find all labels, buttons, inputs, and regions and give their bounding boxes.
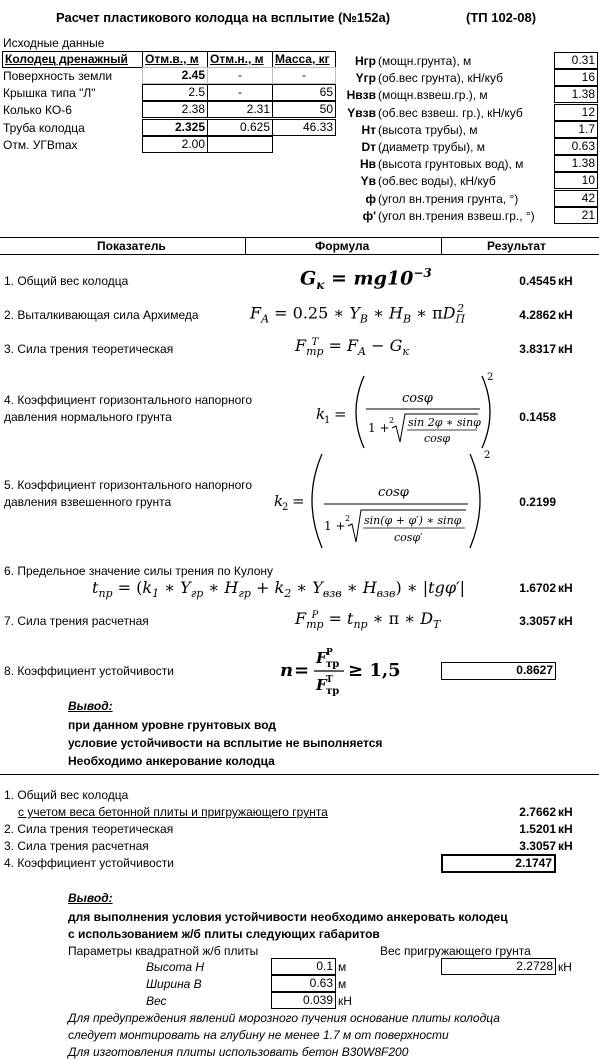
- formula-friction-theoretical: $F_{тр}^Т = F_A - G_к$: [295, 336, 409, 359]
- table-header-formula: Формула: [315, 239, 370, 253]
- param-description: (мощн.взвеш.гр.), м: [378, 88, 488, 103]
- svg-text:тр: тр: [326, 659, 340, 670]
- row-top: 2.5: [142, 84, 208, 101]
- svg-text:2: 2: [389, 416, 395, 425]
- calc-label: 6. Предельное значение силы трения по Кулону: [4, 564, 274, 578]
- param-description: (угол вн.трения грунта, °): [378, 191, 519, 206]
- param-symbol: Yвзв: [347, 105, 376, 120]
- svg-text:2: 2: [282, 502, 289, 513]
- plate-param-name: Вес: [146, 994, 167, 1008]
- svg-text:sin(φ + φ′) ∗ sinφ: sin(φ + φ′) ∗ sinφ: [364, 514, 462, 527]
- row-bottom: 0.625: [207, 119, 273, 136]
- svg-text:F: F: [316, 676, 327, 694]
- svg-text:cosφ: cosφ: [402, 391, 433, 406]
- col-header-mass: Масса, кг: [272, 51, 336, 68]
- formula-weight: $G_к = mg10^{-3}$: [300, 266, 432, 293]
- svg-text:n: n: [280, 660, 294, 681]
- calc-unit: кН: [558, 342, 573, 356]
- formula-k1: [312, 370, 502, 455]
- calc-unit: кН: [558, 308, 573, 322]
- calc-label: давления взвешенного грунта: [4, 495, 172, 509]
- calc-result: 0.4545: [519, 274, 556, 288]
- svg-text:2: 2: [345, 514, 351, 523]
- param-symbol: Dт: [361, 140, 376, 154]
- row-mass: 46.33: [272, 119, 336, 136]
- svg-text:F: F: [316, 649, 327, 667]
- row-top: 2.45: [142, 67, 208, 84]
- param-value: 42: [554, 190, 598, 207]
- svg-text:sin 2φ ∗ sinφ: sin 2φ ∗ sinφ: [408, 416, 481, 429]
- plate-param-value: 0.039: [271, 992, 336, 1009]
- param-value: 1.7: [554, 121, 598, 138]
- row-name: Колько КО-6: [3, 103, 72, 117]
- calc-label: давления нормального грунта: [4, 410, 172, 424]
- svg-text:k: k: [316, 405, 326, 423]
- recalc-label: 3. Сила трения расчетная: [4, 839, 149, 853]
- soil-weight-value: 2.2728: [441, 958, 556, 975]
- param-symbol: Yв: [360, 174, 376, 189]
- recalc-unit: кН: [558, 805, 573, 819]
- calc-label: 5. Коэффициент горизонтального напорного: [4, 478, 253, 492]
- param-value: 0.63: [554, 138, 598, 155]
- calc-unit: кН: [558, 581, 573, 595]
- row-mass: -: [272, 67, 336, 84]
- table-header-result: Результат: [487, 239, 546, 253]
- recalc-unit: кН: [558, 822, 573, 836]
- param-value: 1.38: [554, 86, 598, 103]
- recalc-label: с учетом веса бетонной плиты и пригружающего грунта: [18, 805, 328, 819]
- param-description: (мощн.грунта), м: [378, 54, 472, 68]
- svg-text:тр: тр: [326, 686, 340, 697]
- col-header-top: Отм.в., м: [142, 51, 208, 68]
- stability-result: 0.8627: [441, 662, 556, 680]
- plate-param-name: Высота H: [146, 960, 205, 974]
- conclusion-text: с использованием ж/б плиты следующих габаритов: [68, 927, 380, 941]
- conclusion-text: при данном уровне грунтовых вод: [68, 718, 277, 732]
- page-title: Расчет пластикового колодца на всплытие (№152а): [56, 10, 391, 25]
- row-name: Крышка типа "Л": [3, 86, 96, 100]
- param-description: (диаметр трубы), м: [378, 140, 485, 154]
- param-description: (высота грунтовых вод), м: [378, 157, 524, 172]
- calc-result: 3.8317: [519, 342, 556, 356]
- calc-result: 3.3057: [519, 614, 556, 628]
- svg-text:k: k: [274, 492, 284, 510]
- plate-param-unit: кН: [338, 994, 352, 1008]
- param-description: (высота трубы), м: [378, 122, 478, 137]
- recalc-unit: кН: [558, 839, 573, 853]
- formula-k2: [270, 448, 495, 556]
- svg-text:cosφ: cosφ: [378, 485, 409, 500]
- soil-weight-unit: кН: [558, 960, 572, 974]
- param-description: (об.вес грунта), кН/куб: [378, 71, 504, 86]
- param-symbol: ф: [365, 191, 376, 206]
- recalc-label: 4. Коэффициент устойчивости: [4, 856, 174, 870]
- row-top: 2.325: [142, 119, 208, 136]
- param-symbol: Hгр: [355, 54, 376, 68]
- conclusion-text: условие устойчивости на всплытие не выполняется: [68, 736, 383, 750]
- row-top: 2.00: [142, 136, 208, 153]
- param-description: (об.вес воды), кН/куб: [378, 174, 496, 189]
- param-value: 21: [554, 207, 598, 224]
- param-symbol: Yгр: [355, 71, 376, 86]
- param-symbol: Hв: [359, 157, 376, 172]
- conclusion-text: для выполнения условия устойчивости необходимо анкеровать колодец: [68, 910, 508, 924]
- note-text: Для предупреждения явлений морозного пучения основание плиты колодца: [68, 1011, 500, 1025]
- formula-friction-design: $F_{тр}^Р = t_{пр}$ ∗ π ∗ $D_Т$: [295, 609, 441, 632]
- calc-label: 1. Общий вес колодца: [4, 274, 129, 288]
- row-mass: 65: [272, 84, 336, 101]
- param-description: (об.вес взвеш. гр.), кН/куб: [378, 105, 523, 120]
- recalc-result: 2.7662: [519, 805, 556, 819]
- param-symbol: ф': [362, 208, 376, 223]
- row-name: Поверхность земли: [3, 69, 113, 83]
- recalc-result: 3.3057: [519, 839, 556, 853]
- calc-result: 0.1458: [519, 410, 556, 424]
- standard-code: (ТП 102-08): [466, 10, 537, 25]
- calc-label: 7. Сила трения расчетная: [4, 614, 149, 628]
- plate-param-name: Ширина B: [146, 977, 202, 991]
- param-value: 0.31: [554, 52, 598, 69]
- plate-params-label: Параметры квадратной ж/б плиты: [68, 944, 259, 958]
- row-top: 2.38: [142, 101, 208, 118]
- plate-param-unit: м: [338, 960, 347, 974]
- row-bottom: [207, 136, 273, 153]
- svg-text:1 +: 1 +: [368, 421, 390, 435]
- svg-text:=: =: [294, 660, 310, 681]
- svg-text:cosφ′: cosφ′: [394, 531, 423, 544]
- param-description: (угол вн.трения взвеш.гр., °): [378, 208, 535, 223]
- calc-unit: кН: [558, 274, 573, 288]
- row-bottom: -: [207, 84, 273, 101]
- formula-coulomb: $t_{пр} = (k_1$ ∗ $Y_{гр}$ ∗ $H_{гр} + k_2$ ∗ $Y_{взв}$ ∗ $H_{взв}$) ∗ |tgφ′|: [92, 578, 466, 601]
- svg-text:=: =: [334, 405, 347, 423]
- conclusion-text: Необходимо анкерование колодца: [68, 754, 275, 768]
- note-text: Для изготовления плиты использовать бетон B30W8F200: [68, 1045, 409, 1059]
- calc-unit: кН: [558, 614, 573, 628]
- param-value: 12: [554, 104, 598, 121]
- svg-text:≥ 1,5: ≥ 1,5: [348, 660, 401, 681]
- calc-result: 1.6702: [519, 581, 556, 595]
- formula-stability: [278, 643, 408, 699]
- svg-text:1 +: 1 +: [324, 519, 346, 533]
- calc-label: 2. Выталкивающая сила Архимеда: [4, 308, 199, 322]
- svg-text:=: =: [292, 492, 305, 510]
- plate-param-value: 0.63: [271, 975, 336, 992]
- plate-param-unit: м: [338, 977, 347, 991]
- soil-weight-label: Вес пригружающего грунта: [380, 944, 531, 958]
- recalc-stability-result: 2.1747: [441, 854, 556, 873]
- row-bottom: -: [207, 67, 273, 84]
- calc-label: 3. Сила трения теоретическая: [4, 342, 174, 356]
- calc-result: 0.2199: [519, 495, 556, 509]
- inputs-section-label: Исходные данные: [3, 36, 105, 50]
- recalc-label: 2. Сила трения теоретическая: [4, 822, 174, 836]
- svg-text:cosφ: cosφ: [424, 432, 451, 445]
- calc-label: 4. Коэффициент горизонтального напорного: [4, 393, 253, 407]
- param-symbol: Hт: [361, 122, 376, 137]
- recalc-label: 1. Общий вес колодца: [4, 788, 129, 802]
- param-symbol: Hвзв: [346, 88, 376, 103]
- row-bottom: 2.31: [207, 101, 273, 118]
- plate-param-value: 0.1: [271, 958, 336, 975]
- param-value: 16: [554, 69, 598, 86]
- svg-text:Р: Р: [326, 648, 333, 658]
- row-name: Отм. УГВmax: [3, 138, 78, 152]
- svg-text:Т: Т: [326, 675, 333, 685]
- param-value: 1.38: [554, 155, 598, 172]
- row-name: Труба колодца: [3, 121, 85, 135]
- conclusion-heading: Вывод:: [68, 891, 113, 905]
- note-text: следует монтировать на глубину не менее 1.7 м от поверхности: [68, 1028, 449, 1042]
- recalc-result: 1.5201: [519, 822, 556, 836]
- svg-text:2: 2: [487, 372, 494, 383]
- svg-text:1: 1: [324, 415, 331, 426]
- table-header-indicator: Показатель: [97, 239, 166, 253]
- svg-text:2: 2: [484, 450, 491, 461]
- calc-label: 8. Коэффициент устойчивости: [4, 664, 174, 678]
- calc-result: 4.2862: [519, 308, 556, 322]
- param-value: 10: [554, 172, 598, 189]
- formula-archimedes: $F_A = 0.25$ ∗ $Y_В$ ∗ $H_В$ ∗ $\pi D_П^2$: [250, 302, 466, 326]
- col-header-bottom: Отм.н., м: [207, 51, 273, 68]
- row-mass: 50: [272, 101, 336, 118]
- conclusion-heading: Вывод:: [68, 699, 113, 713]
- col-header-name: Колодец дренажный: [2, 51, 143, 68]
